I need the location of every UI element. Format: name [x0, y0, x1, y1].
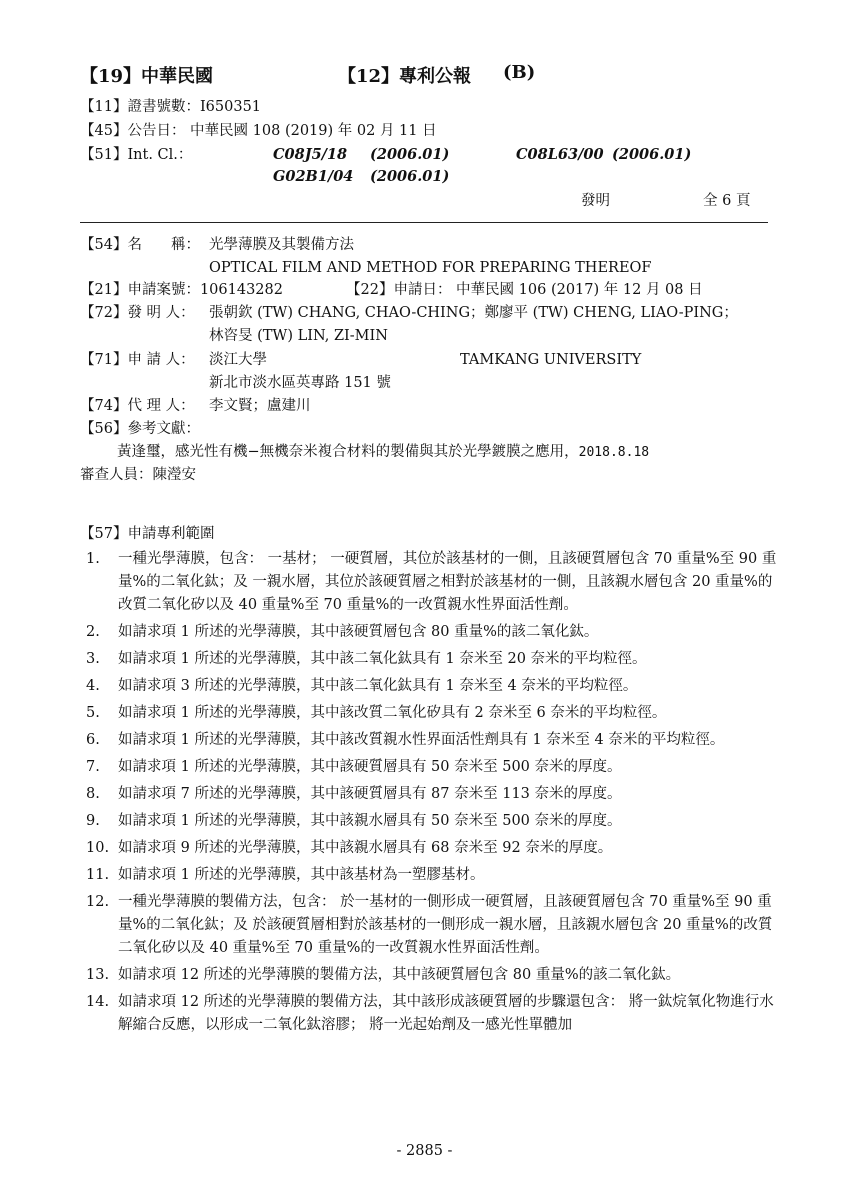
claim-text: 如請求項 12 所述的光學薄膜的製備方法，其中該形成該硬質層的步驟還包含： 將一鈦烷氧化物進行水解縮合反應，以形成一二氧化鈦溶膠； 將一光起始劑及一感光性單體加	[118, 994, 774, 1033]
application-date: 【22】申請日： 中華民國 106 (2017) 年 12 月 08 日	[346, 282, 703, 298]
claim-item	[80, 864, 780, 887]
claim-number: 8.	[86, 786, 100, 802]
ipc-version: (2006.01)	[370, 146, 450, 163]
claim-item	[80, 991, 780, 1037]
claim-number: 2.	[86, 624, 100, 640]
claim-item	[80, 621, 780, 644]
header-divider	[80, 222, 768, 223]
claims-heading: 【57】申請專利範圍	[80, 526, 215, 542]
claim-item	[80, 675, 780, 698]
claim-number: 10.	[86, 840, 110, 856]
claim-number: 6.	[86, 732, 100, 748]
ipc-version: (2006.01)	[612, 146, 692, 163]
claim-item	[80, 729, 780, 752]
reference-date: 2018.8.18	[578, 445, 650, 460]
applicant-name-en: TAMKANG UNIVERSITY	[460, 352, 642, 368]
references-label: 【56】參考文獻：	[80, 421, 200, 437]
title-zh: 光學薄膜及其製備方法	[209, 237, 354, 253]
claim-text: 如請求項 1 所述的光學薄膜，其中該二氧化鈦具有 1 奈米至 20 奈米的平均粒徑。	[118, 651, 647, 667]
reference-item	[117, 441, 649, 464]
claim-number: 1.	[86, 551, 100, 567]
country-header: 【19】中華民國	[80, 66, 214, 87]
ipc-code: C08J5/18	[273, 146, 348, 163]
claim-number: 13.	[86, 967, 110, 983]
ipc-code: C08L63/00	[516, 146, 604, 163]
claim-number: 11.	[86, 867, 110, 883]
ipc-version: (2006.01)	[370, 168, 450, 185]
claim-text: 如請求項 1 所述的光學薄膜，其中該改質二氧化矽具有 2 奈米至 6 奈米的平均粒徑。	[118, 705, 667, 721]
patent-type: 發明	[581, 193, 610, 209]
title-label: 【54】名 稱：	[80, 237, 200, 253]
claim-number: 7.	[86, 759, 100, 775]
claim-item	[80, 648, 780, 671]
claim-text: 如請求項 1 所述的光學薄膜，其中該硬質層具有 50 奈米至 500 奈米的厚度。	[118, 759, 622, 775]
kind-code: (B)	[503, 62, 536, 83]
inventors-line: 張朝欽 (TW) CHANG, CHAO-CHING；鄭廖平 (TW) CHENG, LIAO-PING；	[209, 305, 738, 321]
claim-number: 5.	[86, 705, 100, 721]
claim-number: 14.	[86, 994, 110, 1010]
claim-text: 如請求項 3 所述的光學薄膜，其中該二氧化鈦具有 1 奈米至 4 奈米的平均粒徑。	[118, 678, 638, 694]
claim-item	[80, 548, 780, 617]
claim-text: 一種光學薄膜的製備方法，包含： 於一基材的一側形成一硬質層，且該硬質層包含 70 重量%至 90 重量%的二氧化鈦；及 於該硬質層相對於該基材的一側形成一親水層，且該親水層包含 20 重量%的改質二氧化矽以及 40 重量%至 70 重量%的一改質親水性界面活性劑。	[118, 894, 773, 956]
agent-label: 【74】代 理 人：	[80, 398, 195, 414]
claim-item	[80, 964, 780, 987]
claim-item	[80, 783, 780, 806]
applicant-name-zh: 淡江大學	[209, 352, 267, 368]
claim-item	[80, 837, 780, 860]
ipc-code: G02B1/04	[273, 168, 354, 185]
application-number: 【21】申請案號：106143282	[80, 282, 283, 298]
claim-text: 如請求項 12 所述的光學薄膜的製備方法，其中該硬質層包含 80 重量%的該二氧化鈦。	[118, 967, 681, 983]
int-cl-label: 【51】Int. Cl.：	[80, 147, 193, 163]
claim-number: 4.	[86, 678, 100, 694]
claim-number: 9.	[86, 813, 100, 829]
certificate-number: 【11】證書號數：I650351	[80, 99, 262, 115]
claim-item	[80, 891, 780, 960]
claim-text: 如請求項 1 所述的光學薄膜，其中該硬質層包含 80 重量%的該二氧化鈦。	[118, 624, 599, 640]
applicant-label: 【71】申 請 人：	[80, 352, 195, 368]
claim-number: 12.	[86, 894, 110, 910]
page-number: - 2885 -	[396, 1143, 453, 1159]
inventor-label: 【72】發 明 人：	[80, 305, 195, 321]
claim-item	[80, 756, 780, 779]
inventors-line: 林咨旻 (TW) LIN, ZI-MIN	[209, 328, 388, 344]
claim-text: 一種光學薄膜，包含： 一基材； 一硬質層，其位於該基材的一側，且該硬質層包含 70 重量%至 90 重量%的二氧化鈦；及 一親水層，其位於該硬質層之相對於該基材的一側，且該親水層包含 20 重量%的改質二氧化矽以及 40 重量%至 70 重量%的一改質親水性界面活性劑。	[118, 551, 777, 613]
publication-date: 【45】公告日： 中華民國 108 (2019) 年 02 月 11 日	[80, 123, 437, 139]
agents: 李文賢；盧建川	[209, 398, 311, 414]
page-count: 全 6 頁	[703, 193, 751, 209]
gazette-kind: 【12】專利公報	[338, 66, 472, 87]
title-en: OPTICAL FILM AND METHOD FOR PREPARING THEREOF	[209, 260, 652, 276]
claim-text: 如請求項 9 所述的光學薄膜，其中該親水層具有 68 奈米至 92 奈米的厚度。	[118, 840, 613, 856]
claim-text: 如請求項 7 所述的光學薄膜，其中該硬質層具有 87 奈米至 113 奈米的厚度。	[118, 786, 622, 802]
applicant-address: 新北市淡水區英專路 151 號	[209, 375, 391, 391]
examiner: 審查人員：陳瀅安	[80, 467, 196, 483]
claim-text: 如請求項 1 所述的光學薄膜，其中該改質親水性界面活性劑具有 1 奈米至 4 奈米的平均粒徑。	[118, 732, 725, 748]
claim-number: 3.	[86, 651, 100, 667]
claim-item	[80, 702, 780, 725]
claim-text: 如請求項 1 所述的光學薄膜，其中該基材為一塑膠基材。	[118, 867, 485, 883]
claim-text: 如請求項 1 所述的光學薄膜，其中該親水層具有 50 奈米至 500 奈米的厚度。	[118, 813, 622, 829]
claim-item	[80, 810, 780, 833]
claims-list	[80, 548, 780, 1041]
reference-text: 黃逢璽，感光性有機−無機奈米複合材料的製備與其於光學鍍膜之應用，	[117, 444, 579, 460]
